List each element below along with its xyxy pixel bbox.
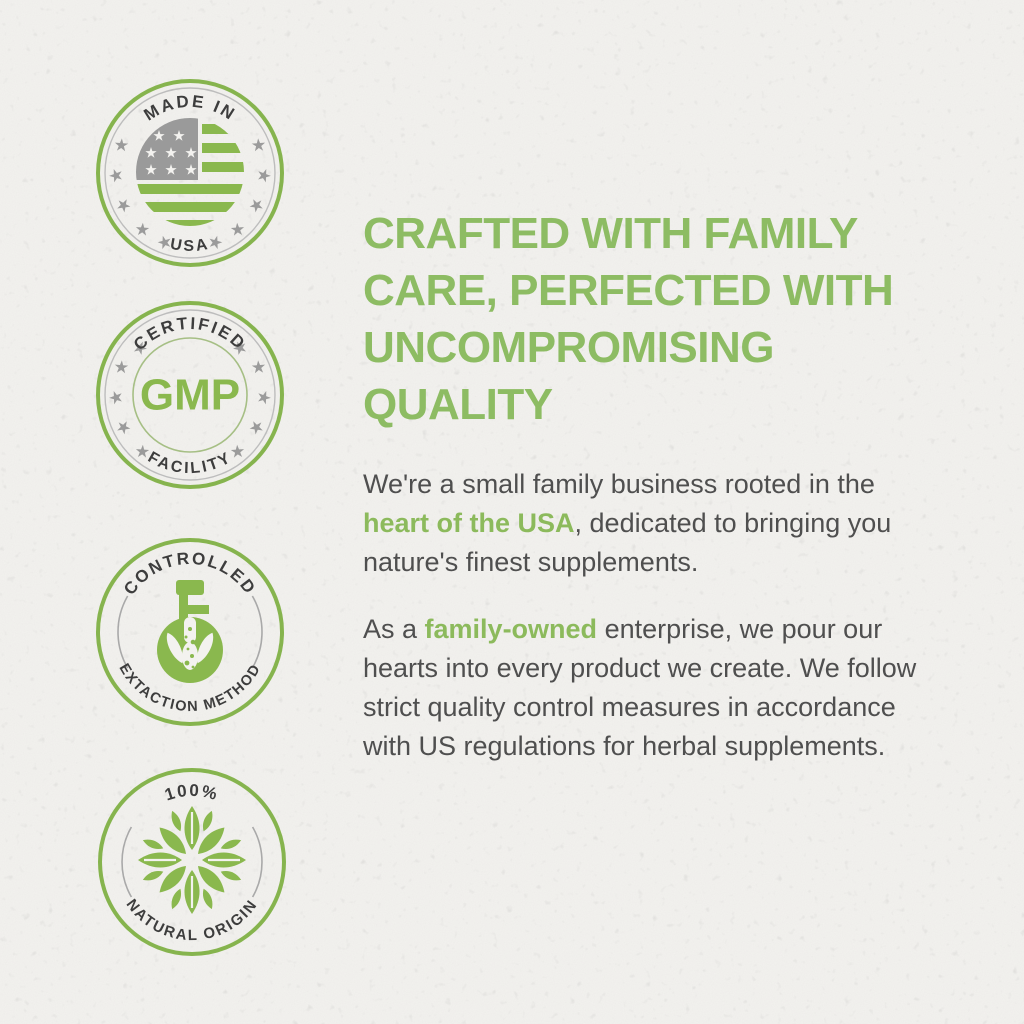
badge-top-label: MADE IN — [140, 91, 240, 125]
accent-family-owned: family-owned — [424, 614, 598, 644]
leaf-rosette-icon — [138, 806, 246, 914]
badge-bottom-label: EXTACTION METHOD — [115, 660, 265, 716]
badge-natural-origin — [97, 767, 287, 957]
accent-heart-of-usa: heart of the USA — [363, 508, 575, 538]
svg-text:100% — [162, 781, 221, 805]
heading-line: UNCOMPROMISING — [363, 323, 774, 372]
badge-extraction-method — [95, 537, 285, 727]
heading-line: CARE, PERFECTED WITH — [363, 266, 894, 315]
content-column — [363, 205, 933, 793]
badge-bottom-label: USA — [168, 235, 212, 255]
svg-text:USA — [169, 236, 211, 255]
badge-top-label: CERTIFIED — [129, 313, 251, 355]
badge-top-label: CONTROLLED — [119, 548, 261, 599]
badge-made-in-usa — [95, 78, 285, 268]
flask-leaf-icon — [157, 580, 223, 683]
paragraph-text: enterprise, we pour our hearts into every product we create. We follow strict quality control measures in accordance with US regulations for herbal supplements. — [363, 614, 917, 761]
gmp-center-label: GMP — [139, 370, 241, 420]
badge-gmp-facility — [95, 300, 285, 490]
badge-bottom-label: FACILITY — [144, 448, 236, 478]
paragraph-text: , dedicated to bringing you nature's finest supplements. — [363, 508, 892, 577]
svg-text:FACILITY — [145, 449, 235, 477]
heading-line: CRAFTED WITH FAMILY — [363, 209, 858, 258]
svg-text:CERTIFIED — [130, 314, 250, 354]
paragraph-family-business — [363, 465, 923, 582]
badge-bottom-label: NATURAL ORIGIN — [122, 896, 262, 945]
paragraph-text: As a — [363, 614, 425, 644]
badge-top-label: 100% — [162, 780, 222, 805]
paragraph-text: We're a small family business rooted in the — [363, 469, 875, 499]
heading-line: QUALITY — [363, 380, 553, 429]
paragraph-quality-control — [363, 610, 923, 766]
page-title — [363, 205, 933, 433]
usa-flag-icon — [136, 118, 246, 230]
